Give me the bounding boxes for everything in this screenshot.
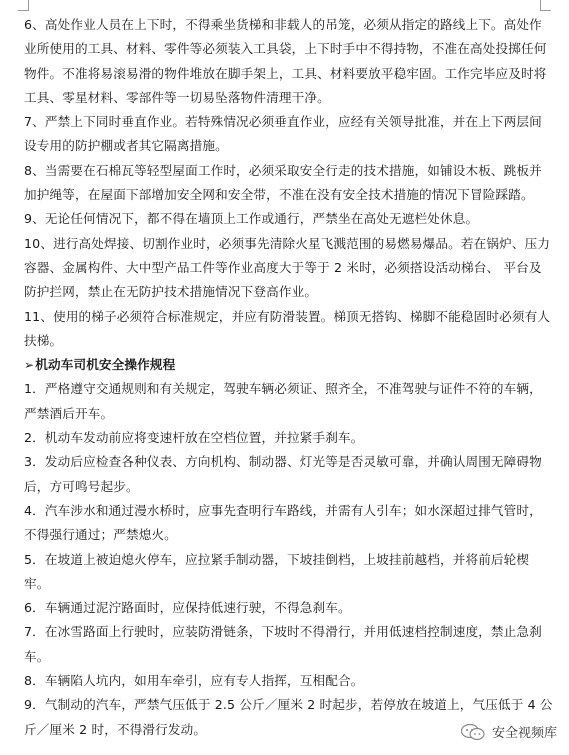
paragraph: 9、无论任何情况下，都不得在墙顶上工作或通行，严禁坐在高处无遮栏处休息。 xyxy=(24,211,479,227)
document-body xyxy=(24,13,554,742)
watermark xyxy=(460,722,557,741)
paragraph: 4．汽车涉水和通过漫水桥时，应事先查明行车路线，并需有人引车；如水深超过排气管时，不得强行通过；严禁熄火。 xyxy=(24,502,542,543)
wechat-icon xyxy=(460,723,486,741)
paragraph: 6．车辆通过泥泞路面时，应保持低速行驶，不得急刹车。 xyxy=(24,600,351,616)
section-heading-text: 机动车司机安全操作规程 xyxy=(35,357,176,373)
paragraph: 11、使用的梯子必须符合标准规定，并应有防滑装置。梯顶无搭钩、梯脚不能稳固时必须有人扶梯。 xyxy=(24,308,551,348)
paragraph: 5．在坡道上被迫熄火停车，应拉紧手制动器，下坡挂倒档，上坡挂前越档，并将前后轮楔牢。 xyxy=(24,551,530,591)
paragraph: 1．严格遵守交通规则和有关规定，驾驶车辆必须证、照齐全，不准驾驶与证件不符的车辆，严禁酒后开车。 xyxy=(24,381,542,421)
paragraph: 3．发动后应检查各种仪表、方向机构、制动器、灯光等是否灵敏可靠，并确认周围无障碍物后，方可鸣号起步。 xyxy=(24,454,542,494)
page-corner-mark xyxy=(540,0,551,11)
paragraph: 6、高处作业人员在上下时，不得乘坐货梯和非载人的吊笼，必须从指定的路线上下。高处作业所使用的工具、材料、零件等必须装入工具袋，上下时手中不得持物，不准在高处投掷任何物件。不准将易滚易滑的物件堆放在脚手架上，工具、材料要放平稳牢固。工作完毕应及时将工具、零星材料、零部件等一切易坠落物件清理干净。 xyxy=(24,17,547,105)
paragraph: 9．气制动的汽车，严禁气压低于 2.5 公斤／厘米 2 时起步，若停放在坡道上，气压低于 4 公斤／厘米 2 时，不得滑行发动。 xyxy=(24,697,553,737)
paragraph: 8．车辆陷人坑内，如用车牵引，应有专人指挥，互相配合。 xyxy=(24,673,364,689)
section-heading xyxy=(24,353,554,377)
paragraph: 8、当需要在石棉瓦等轻型屋面工作时，必须采取安全行走的技术措施，如铺设木板、跳板并加护绳等，在屋面下部增加安全网和安全带，不准在没有安全技术措施的情况下冒险踩踏。 xyxy=(24,162,542,203)
page-corner-mark xyxy=(18,0,29,11)
paragraph: 7、严禁上下同时垂直作业。若特殊情况必须垂直作业，应经有关领导批准，并在上下两层间设专用的防护棚或者其它隔离措施。 xyxy=(24,114,542,154)
paragraph: 2．机动车发动前应将变速杆放在空档位置，并拉紧手刹车。 xyxy=(24,430,364,446)
arrow-bullet-icon: ➢ xyxy=(24,358,35,373)
paragraph: 7．在冰雪路面上行驶时，应装防滑链条，下坡时不得滑行，并用低速档控制速度，禁止急刹车。 xyxy=(24,624,542,664)
paragraph: 10、进行高处焊接、切割作业时，必须事先清除火星飞溅范围的易燃易爆品。若在锅炉、压力容器、金属构件、大中型产品工件等作业高度大于等于 2 米时，必须搭设活动梯台、 平台及防护拦网，禁止在无防护技术措施情况下登高作业。 xyxy=(24,235,551,300)
watermark-text: 安全视频库 xyxy=(491,726,557,741)
